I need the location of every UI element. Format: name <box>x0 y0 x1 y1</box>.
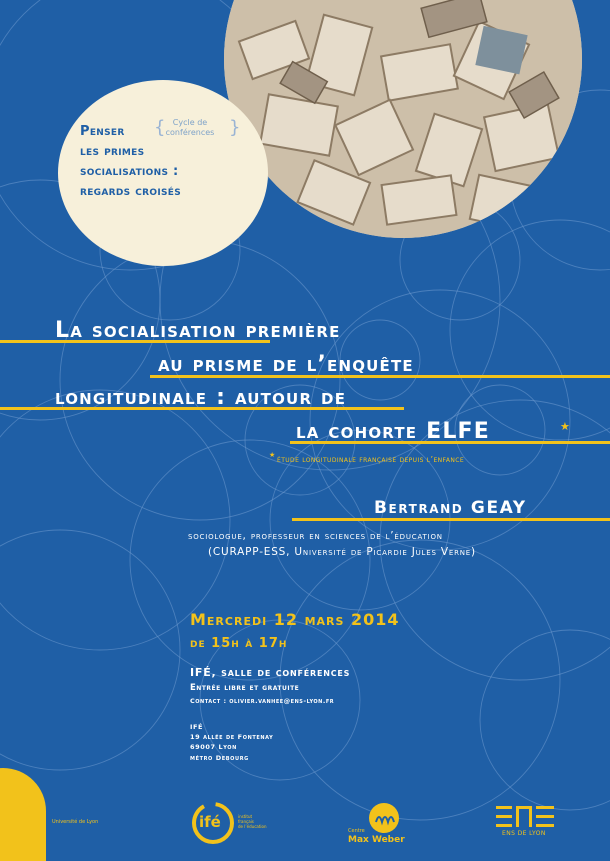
ife-sub-3: de l’éducation <box>238 824 267 829</box>
title-footnote: étude longitudinale française depuis l’enfance <box>277 455 465 464</box>
address-line-2: 19 allée de Fontenay <box>190 733 274 741</box>
ife-logo <box>190 800 236 846</box>
speaker-underline <box>292 518 610 521</box>
ife-sub-2: français <box>238 819 254 824</box>
univ-lyon-logo <box>52 819 98 825</box>
address-line-1: IFÉ <box>190 723 204 731</box>
ife-text: ifé <box>199 813 221 831</box>
cycle-line-1: Cycle de <box>172 118 208 127</box>
title-line-4: la cohorte ELFE <box>296 419 491 444</box>
cycle-line-2: conférences <box>165 128 215 137</box>
max-weber-name: Max Weber <box>348 835 405 845</box>
ife-subtitle <box>238 814 267 829</box>
event-contact[interactable]: Contact : olivier.vanhee@ens-lyon.fr <box>190 697 335 705</box>
series-line-1: Penser <box>80 124 125 139</box>
star-icon: ★ <box>560 420 570 433</box>
title-line-3: longitudinale : autour de <box>55 385 347 410</box>
note-star-icon: ★ <box>269 451 276 459</box>
ens-logo <box>496 806 556 846</box>
cycle-label <box>150 118 230 138</box>
speaker-name: Bertrand GEAY <box>374 498 527 518</box>
address-line-4: métro Debourg <box>190 754 249 762</box>
address-line-3: 69007 Lyon <box>190 743 237 751</box>
title-line-2: au prisme de l’enquête <box>158 352 414 377</box>
max-weber-top: Centre <box>348 828 365 834</box>
event-date: Mercredi 12 mars 2014 <box>190 610 400 629</box>
series-line-4: regards croisés <box>80 184 181 199</box>
ens-mark-icon <box>496 806 556 828</box>
ife-sub-1: institut <box>238 814 253 819</box>
speaker-role-2: (CURAPP-ESS, Université de Picardie Jules Verne) <box>208 546 476 558</box>
brace-left-icon: { <box>154 117 166 138</box>
event-time: de 15h à 17h <box>190 636 288 651</box>
event-entry: Entrée libre et gratuite <box>190 683 300 693</box>
speaker-role-1: sociologue, professeur en sciences de l’éducation <box>188 530 443 542</box>
univ-lyon-text: Université de Lyon <box>52 819 99 825</box>
ens-subtitle: ENS DE LYON <box>502 830 546 837</box>
series-line-3: socialisations : <box>80 164 179 179</box>
brace-right-icon: } <box>229 117 241 138</box>
event-venue: IFÉ, salle de conférences <box>190 666 351 679</box>
title-line-1: La socialisation première <box>55 318 341 343</box>
series-line-2: les primes <box>80 144 145 159</box>
max-weber-logo <box>346 802 416 852</box>
